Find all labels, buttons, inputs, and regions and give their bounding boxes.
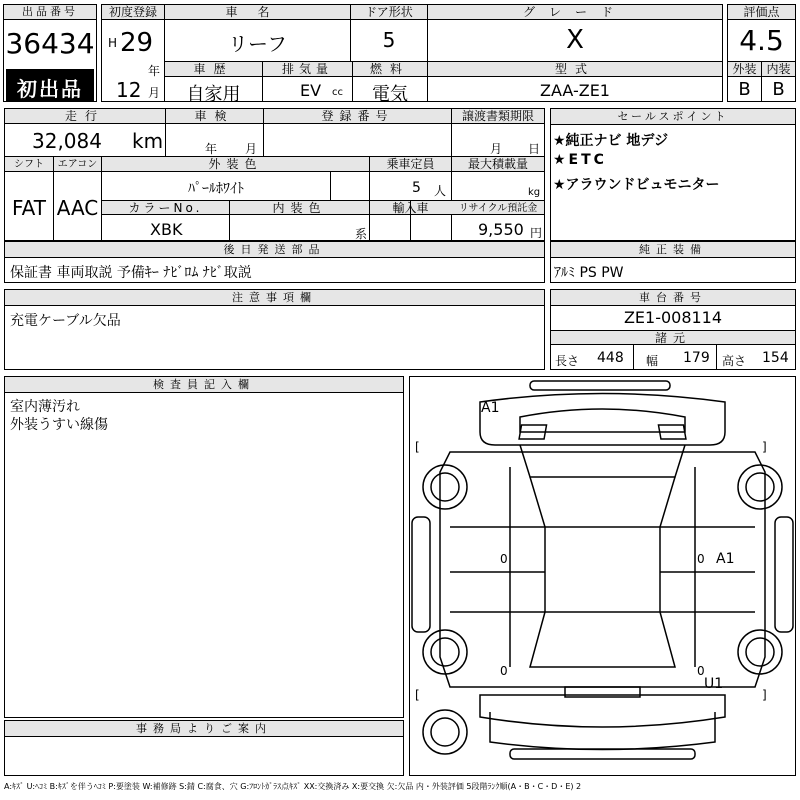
inspection-label: 車検 bbox=[194, 109, 235, 123]
capacity-label: 乗車定員 bbox=[386, 157, 435, 171]
int-color-unit: 系 bbox=[355, 227, 368, 241]
car-name-value: リーフ bbox=[228, 32, 287, 56]
bracket-left-bottom: [ bbox=[415, 688, 420, 702]
transfer-doc-label: 譲渡書類期限 bbox=[461, 109, 534, 123]
damage-mark-a1-top: A1 bbox=[481, 400, 500, 416]
model-value: ZAA-ZE1 bbox=[540, 81, 610, 100]
doors-label: ドア形状 bbox=[365, 5, 413, 19]
interior-label: 内装 bbox=[766, 62, 791, 76]
side-mark-0-d: 0 bbox=[697, 664, 705, 678]
recycle-value: 9,550 bbox=[478, 220, 524, 239]
office-label: 事務局よりご案内 bbox=[5, 721, 403, 737]
later-parts-label: 後日発送部品 bbox=[5, 242, 544, 258]
later-parts-value: 保証書 車両取説 予備ｷｰ ﾅﾋﾞﾛﾑ ﾅﾋﾞ取説 bbox=[10, 265, 252, 281]
first-listing-label: 初出品 bbox=[17, 77, 83, 101]
chassis-value: ZE1-008114 bbox=[623, 308, 723, 327]
ext-color-value: ﾊﾟｰﾙﾎﾜｲﾄ bbox=[188, 181, 244, 197]
bracket-left-top: [ bbox=[415, 440, 420, 454]
recycle-unit: 円 bbox=[530, 226, 543, 240]
shift-value: FAT bbox=[11, 196, 46, 220]
transfer-month-unit: 月 bbox=[490, 142, 503, 156]
caution-value: 充電ケーブル欠品 bbox=[10, 313, 121, 329]
exterior-score: B bbox=[738, 79, 751, 100]
car-name-label: 車名 bbox=[225, 5, 290, 19]
score-label: 評価点 bbox=[743, 5, 780, 19]
height-label: 高さ bbox=[722, 354, 747, 368]
dimensions-label: 諸元 bbox=[654, 331, 691, 345]
chassis-label: 車台番号 bbox=[551, 290, 795, 306]
length-value: 448 bbox=[597, 350, 624, 366]
displacement-label: 排気量 bbox=[281, 62, 333, 76]
inspection-year-unit: 年 bbox=[205, 142, 218, 156]
damage-mark-u1: U1 bbox=[704, 676, 724, 692]
side-mark-0-c: 0 bbox=[500, 664, 508, 678]
reg-month-unit: 月 bbox=[148, 86, 161, 100]
height-value: 154 bbox=[762, 350, 789, 366]
caution-label: 注意事項欄 bbox=[5, 290, 544, 306]
sales-point-3: ★アラウンドビュモニター bbox=[553, 177, 720, 193]
capacity-value: 5 bbox=[412, 180, 421, 196]
inspector-note-2: 外装うすい線傷 bbox=[10, 417, 108, 433]
recycle-label: リサイクル預託金 bbox=[458, 203, 538, 214]
genuine-value: ｱﾙﾐ PS PW bbox=[554, 265, 624, 281]
reg-label: 初度登録 bbox=[108, 5, 157, 19]
color-no-value: XBK bbox=[150, 220, 183, 239]
transfer-day-unit: 日 bbox=[528, 142, 541, 156]
legend: A:ｷｽﾞ U:ﾍｺﾐ B:ｷｽﾞを伴うﾍｺﾐ P:要塗装 W:補修跡 S:錆 C:腐食、穴 G:ﾌﾛﾝﾄｶﾞﾗｽ点ｷｽﾞ XX:交換済み X:要交換 欠:欠品 内・外装評価 5段階ﾗﾝｸ順(A・B・C・D・E) 2 bbox=[4, 782, 582, 791]
side-mark-0-a: 0 bbox=[500, 552, 508, 566]
displacement-value: EV bbox=[300, 81, 322, 100]
interior-score: B bbox=[772, 79, 785, 100]
details-box bbox=[4, 108, 545, 241]
history-value: 自家用 bbox=[186, 84, 241, 105]
width-label: 幅 bbox=[646, 354, 659, 368]
car-diagram bbox=[410, 377, 795, 775]
inspector-label: 検査員記入欄 bbox=[5, 377, 403, 393]
sales-point-1: ★純正ナビ 地デジ bbox=[553, 133, 669, 149]
sales-point-2: ★ETC bbox=[553, 152, 607, 168]
aircon-value: AAC bbox=[56, 196, 99, 220]
reg-month: 12 bbox=[116, 78, 142, 102]
model-label: 型式 bbox=[554, 62, 595, 76]
sales-points-label: セールスポイント bbox=[551, 109, 795, 125]
plate-label: 登録番号 bbox=[321, 109, 394, 123]
exterior-label: 外装 bbox=[732, 62, 757, 76]
reg-era: H bbox=[108, 36, 118, 50]
max-load-unit: kg bbox=[528, 187, 541, 198]
bracket-right-top: ] bbox=[762, 440, 767, 454]
aircon-label: エアコン bbox=[57, 159, 98, 170]
width-value: 179 bbox=[683, 350, 710, 366]
score-value: 4.5 bbox=[739, 24, 784, 57]
history-label: 車歴 bbox=[193, 62, 234, 76]
lot-label: 出品番号 bbox=[4, 5, 96, 20]
import-label: 輸入車 bbox=[392, 201, 429, 215]
grade-label: グレード bbox=[522, 5, 627, 19]
grade-value: X bbox=[566, 25, 584, 55]
int-color-label: 内装色 bbox=[272, 201, 327, 215]
length-label: 長さ bbox=[555, 354, 580, 368]
reg-year: 29 bbox=[120, 28, 154, 58]
color-no-label: カラーNo. bbox=[128, 201, 203, 215]
mileage-label: 走行 bbox=[64, 109, 105, 123]
displacement-unit: cc bbox=[332, 87, 343, 98]
doors-value: 5 bbox=[382, 28, 396, 52]
side-mark-0-b: 0 bbox=[697, 552, 705, 566]
max-load-label: 最大積載量 bbox=[467, 157, 528, 171]
reg-year-unit: 年 bbox=[148, 64, 161, 78]
shift-label: シフト bbox=[14, 159, 44, 170]
ext-color-label: 外装色 bbox=[208, 157, 263, 171]
lot-box bbox=[3, 4, 97, 102]
inspector-note-1: 室内薄汚れ bbox=[10, 399, 80, 415]
damage-mark-a1-right: A1 bbox=[716, 551, 735, 567]
fuel-value: 電気 bbox=[372, 84, 408, 105]
genuine-label: 純正装備 bbox=[551, 242, 795, 258]
fuel-label: 燃料 bbox=[369, 62, 410, 76]
bracket-right-bottom: ] bbox=[762, 688, 767, 702]
mileage-value: 32,084 bbox=[32, 129, 102, 153]
inspection-month-unit: 月 bbox=[245, 142, 258, 156]
lot-number: 36434 bbox=[5, 27, 95, 60]
mileage-unit: km bbox=[132, 129, 164, 153]
capacity-unit: 人 bbox=[434, 184, 447, 198]
